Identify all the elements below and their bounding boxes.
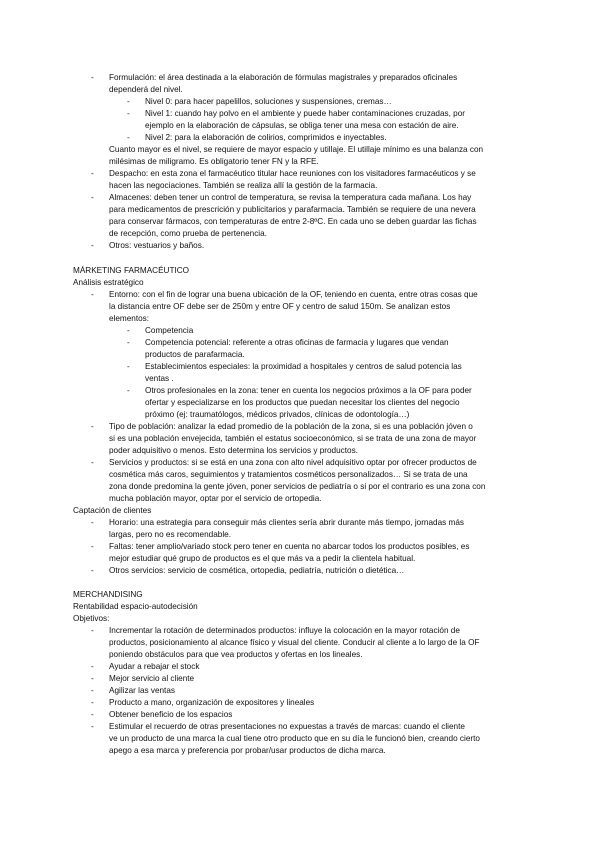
text-line: para medicamentos de prescrición y publicitarios y parafarmacia. También se requiere de una nevera [109, 205, 476, 214]
text-line: Faltas: tener amplio/variado stock pero tener en cuenta no abarcar todos los productos posibles, es [109, 542, 470, 551]
text-line: Nivel 1: cuando hay polvo en el ambiente y puede haber contaminaciones cruzadas, por [145, 109, 465, 118]
text-line: Horario: una estrategia para conseguir más clientes sería abrir durante más tiempo, jornadas más [109, 518, 464, 527]
text-line: ventas . [145, 374, 174, 383]
text-line: Obtener beneficio de los espacios [109, 710, 233, 719]
bullet-dash: - [91, 674, 94, 683]
text-line: Producto a mano, organización de expositores y lineales [109, 698, 315, 707]
text-line: Estimular el recuerdo de otras presentaciones no expuestas a través de marcas: cuando el cliente [109, 722, 465, 731]
text-line: Almacenes: deben tener un control de temperatura, se revisa la temperatura cada mañana. Los hay [109, 193, 472, 202]
section-heading-marketing: MÁRKETING FARMACÉUTICO [73, 266, 189, 275]
bullet-dash: - [127, 133, 130, 142]
text-line: de recepción, como prueba de pertenencia. [109, 229, 267, 238]
text-line: cosmética más caros, seguimientos y tratamientos cosméticos personalizados… Si se trata de una [109, 470, 468, 479]
bullet-dash: - [91, 566, 94, 575]
bullet-dash: - [127, 97, 130, 106]
text-line: Otros: vestuarios y baños. [109, 241, 205, 250]
bullet-dash: - [91, 518, 94, 527]
bullet-dash: - [91, 422, 94, 431]
text-line: la distancia entre OF debe ser de 250m y entre OF y centro de salud 150m. Se analizan estos [109, 302, 451, 311]
bullet-dash: - [91, 73, 94, 82]
text-line: Agilizar las ventas [109, 686, 175, 695]
text-line: apego a esa marca y preferencia por probar/usar productos de dicha marca. [109, 746, 386, 755]
text-line: ofertar y especializarse en los productos que puedan necesitar los clientes del negocio [145, 398, 460, 407]
text-line: mejor estudiar qué grupo de productos es el que más va a pedir la clientela habitual. [109, 554, 416, 563]
subsection-heading: Captación de clientes [73, 506, 152, 515]
text-line: dependerá del nivel. [109, 85, 183, 94]
bullet-dash: - [91, 458, 94, 467]
text-line: Incrementar la rotación de determinados productos: influye la colocación en la mayor rotación de [109, 626, 460, 635]
subsection-heading: Análisis estratégico [73, 278, 144, 287]
text-line: Formulación: el área destinada a la elaboración de fórmulas magistrales y preparados oficinales [109, 73, 458, 82]
bullet-dash: - [91, 193, 94, 202]
bullet-dash: - [91, 722, 94, 731]
text-line: Otros servicios: servicio de cosmética, ortopedia, pediatría, nutrición o dietética… [109, 566, 405, 575]
text-line: mucha población mayor, optar por el servicio de ortopedia. [109, 494, 322, 503]
text-line: ve un producto de una marca la cual tiene otro producto que en su día le funcionó bien, creando cierto [109, 734, 480, 743]
bullet-dash: - [127, 386, 130, 395]
text-line: Despacho: en esta zona el farmacéutico titular hace reuniones con los visitadores farmacéuticos y se [109, 169, 476, 178]
text-line: si es una población envejecida, también el estatus socioeconómico, si se trata de una zona de mayor [109, 434, 477, 443]
text-line: Nivel 0: para hacer papelillos, soluciones y suspensiones, cremas… [145, 97, 392, 106]
bullet-dash: - [127, 338, 130, 347]
section-heading-merchandising: MERCHANDISING [73, 590, 143, 599]
bullet-dash: - [91, 710, 94, 719]
text-line: Entorno: con el fin de lograr una buena ubicación de la OF, teniendo en cuenta, entre otras cosas que [109, 290, 478, 299]
text-line: Cuanto mayor es el nivel, se requiere de mayor espacio y utillaje. El utillaje mínimo es una balanza con [109, 145, 484, 154]
text-line: Competencia [145, 326, 194, 335]
text-line: zona donde predomina la gente jóven, poner servicios de pediatría o si por el contrario es una zona con [109, 482, 486, 491]
text-line: Tipo de población: analizar la edad promedio de la población de la zona, si es una población jóven o [109, 422, 473, 431]
text-line: poder adquisitivo o menos. Esto determina los servicios y productos. [109, 446, 358, 455]
text-line: Ayudar a rebajar el stock [109, 662, 200, 671]
bullet-dash: - [91, 698, 94, 707]
text-line: ejemplo en la elaboración de cápsulas, se obliga tener una mesa con estación de aire. [145, 121, 459, 130]
text-line: Competencia potencial: referente a otras oficinas de farmacia y lugares que vendan [145, 338, 449, 347]
bullet-dash: - [127, 109, 130, 118]
objetivos-label: Objetivos: [73, 614, 110, 623]
bullet-dash: - [91, 241, 94, 250]
text-line: elementos: [109, 314, 150, 323]
text-line: próximo (ej: traumatólogos, médicos privados, clínicas de odontología…) [145, 410, 410, 419]
text-line: poniendo obstáculos para que vea productos y ofertas en los lineales. [109, 650, 363, 659]
bullet-dash: - [127, 326, 130, 335]
text-line: Nivel 2: para la elaboración de colirios, comprimidos e inyectables. [145, 133, 387, 142]
text-line: milésimas de miligramo. Es obligatorio tener FN y la RFE. [109, 157, 319, 166]
bullet-dash: - [91, 542, 94, 551]
bullet-dash: - [91, 686, 94, 695]
text-line: Mejor servicio al cliente [109, 674, 195, 683]
text-line: Servicios y productos: si se está en una zona con alto nivel adquisitivo optar por ofrecer productos de [109, 458, 477, 467]
text-line: Otros profesionales en la zona: tener en cuenta los negocios próximos a la OF para poder [145, 386, 472, 395]
text-line: productos de parafarmacia. [145, 350, 245, 359]
text-line: hacen las negociaciones. También se realiza allí la gestión de la farmacia. [109, 181, 378, 190]
bullet-dash: - [91, 626, 94, 635]
bullet-dash: - [91, 662, 94, 671]
bullet-dash: - [91, 169, 94, 178]
text-line: productos, posicionamiento al alcance físico y visual del cliente. Conducir al cliente a lo largo de la OF [109, 638, 480, 647]
text-line: largas, pero no es recomendable. [109, 530, 231, 539]
subsection-heading: Rentabilidad espacio-autodecisión [73, 602, 198, 611]
bullet-dash: - [91, 290, 94, 299]
bullet-dash: - [127, 362, 130, 371]
text-line: Establecimientos especiales: la proximidad a hospitales y centros de salud potencia las [145, 362, 462, 371]
text-line: para conservar fármacos, con temperaturas de entre 2-8ºC. En cada uno se deben guardar las fichas [109, 217, 477, 226]
